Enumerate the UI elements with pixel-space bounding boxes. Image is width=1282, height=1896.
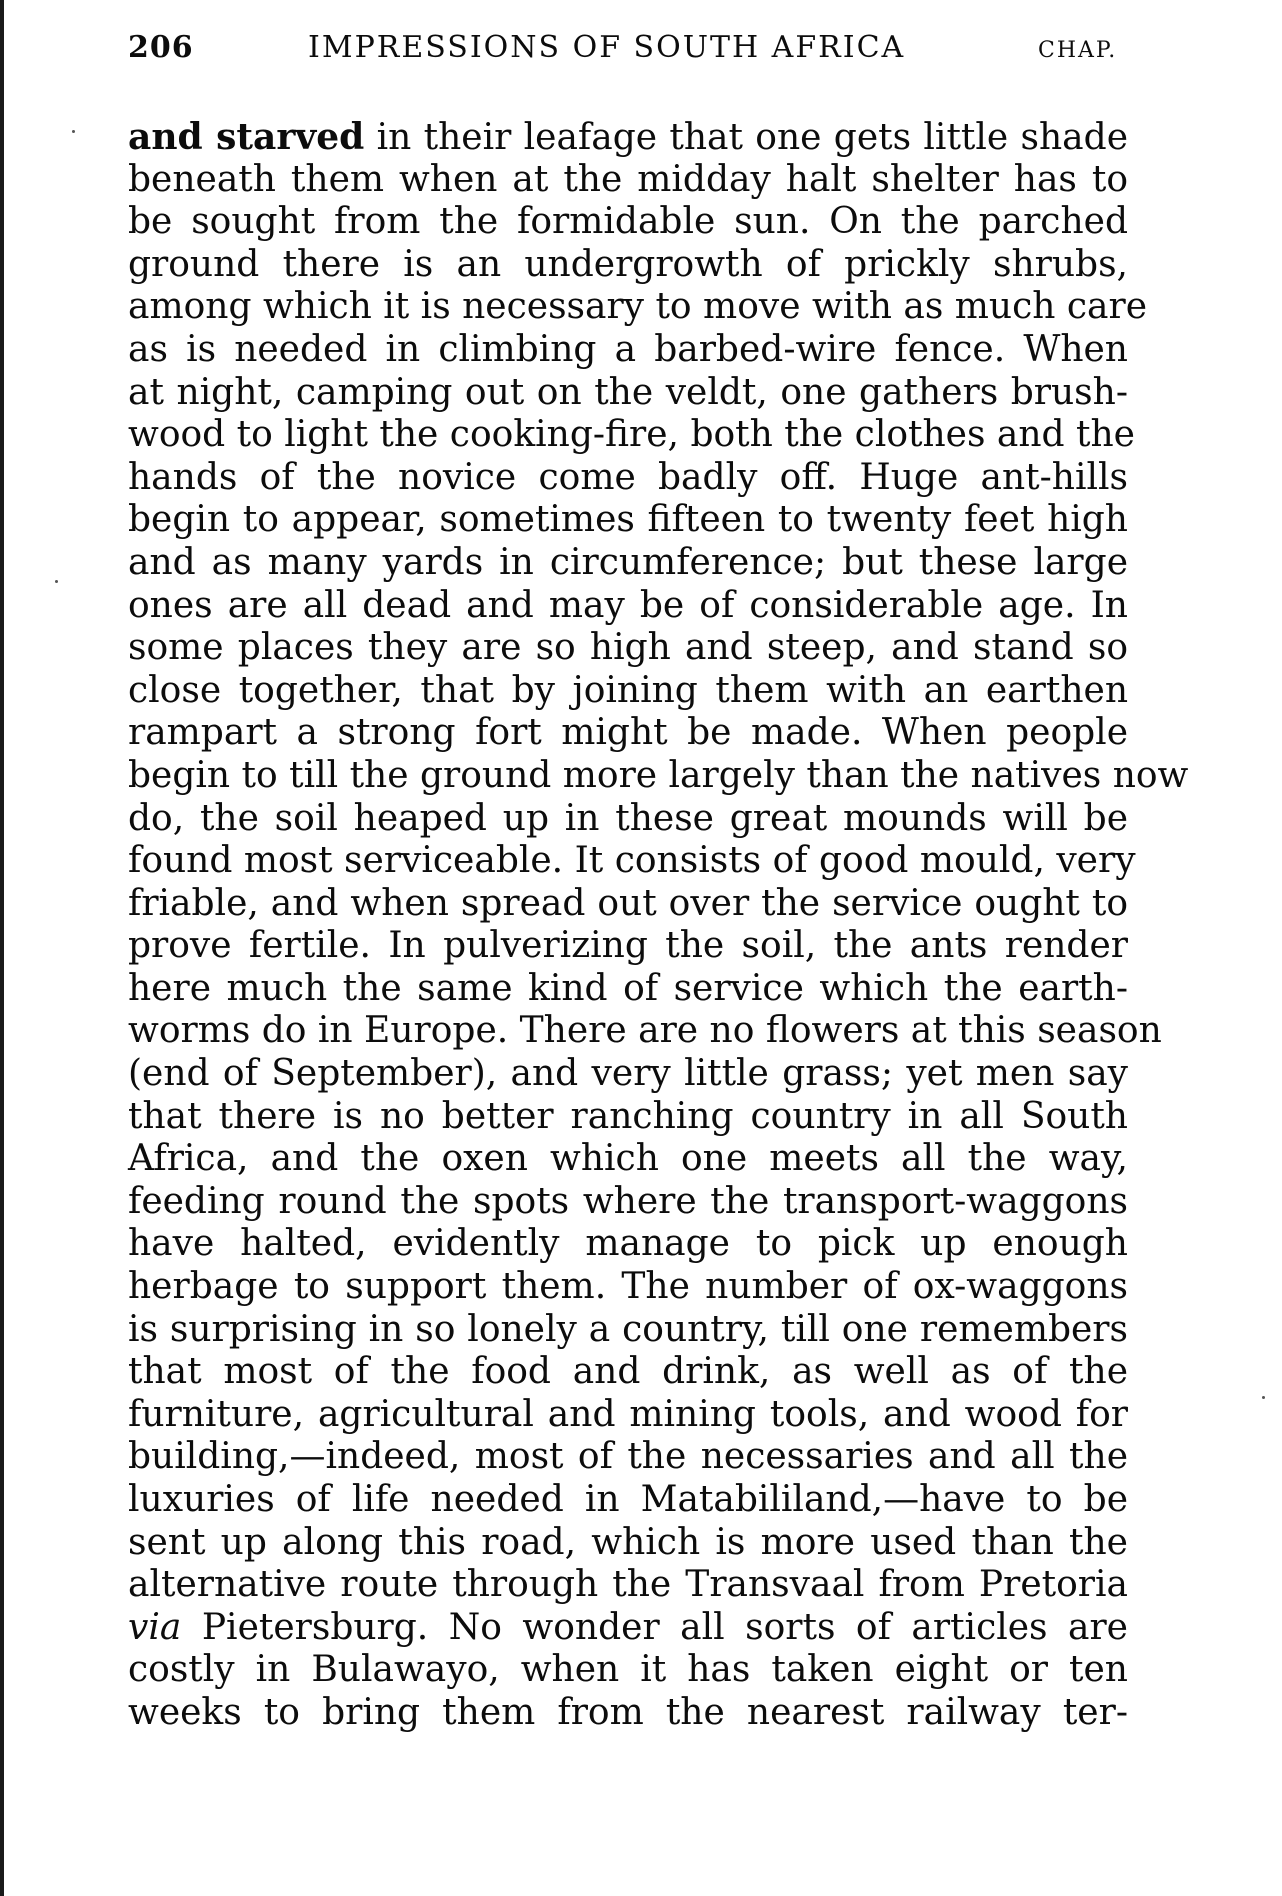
chapter-abbrev: CHAP.	[1038, 38, 1118, 63]
text-line: that there is no better ranching country in all South	[128, 1095, 1128, 1137]
text-line: Africa, and the oxen which one meets all the way,	[128, 1138, 1128, 1180]
text-line: ground there is an undergrowth of prickly shrubs,	[128, 243, 1128, 285]
text-line: begin to appear, sometimes fifteen to twenty feet high	[128, 499, 1128, 541]
text-line: some places they are so high and steep, and stand so	[128, 627, 1128, 669]
text-line: costly in Bulawayo, when it has taken eight or ten	[128, 1649, 1128, 1691]
text-line: alternative route through the Transvaal from Pretoria	[128, 1564, 1128, 1606]
text-line: feeding round the spots where the transport-waggons	[128, 1180, 1128, 1222]
text-line: (end of September), and very little grass; yet men say	[128, 1053, 1128, 1095]
text-line: rampart a strong fort might be made. When people	[128, 712, 1128, 754]
text-line: do, the soil heaped up in these great mounds will be	[128, 797, 1128, 839]
text-line: building,—indeed, most of the necessaries and all the	[128, 1436, 1128, 1478]
text-line: wood to light the cooking-fire, both the clothes and the	[128, 414, 1135, 456]
text-line: friable, and when spread out over the service ought to	[128, 882, 1128, 924]
text-line: that most of the food and drink, as well as of the	[128, 1351, 1128, 1393]
italic-via: via	[128, 1606, 182, 1648]
text-line: have halted, evidently manage to pick up enough	[128, 1223, 1128, 1265]
text-line: at night, camping out on the veldt, one gathers brush-	[128, 371, 1128, 413]
text-line: prove fertile. In pulverizing the soil, the ants render	[128, 925, 1128, 967]
text-line: as is needed in climbing a barbed-wire fence. When	[128, 328, 1128, 370]
text-line: close together, that by joining them with an earthen	[128, 669, 1128, 711]
text-line: beneath them when at the midday halt shelter has to	[128, 158, 1128, 200]
page-number: 206	[128, 30, 194, 65]
text-line: among which it is necessary to move with as much care	[128, 286, 1148, 328]
bold-lead-words: and starved	[128, 116, 365, 158]
text-line: is surprising in so lonely a country, till one remembers	[128, 1308, 1128, 1350]
text-line: weeks to bring them from the nearest railway ter-	[128, 1691, 1128, 1733]
body-text	[128, 116, 1189, 1735]
text-line: sent up along this road, which is more used than the	[128, 1521, 1128, 1563]
text-line: and starved in their leafage that one gets little shade	[128, 116, 1128, 158]
text-line: luxuries of life needed in Matabililand,—have to be	[128, 1479, 1128, 1520]
text-line: found most serviceable. It consists of good mould, very	[128, 840, 1136, 882]
text-line: begin to till the ground more largely than the natives now	[128, 754, 1189, 796]
text-line: worms do in Europe. There are no flowers at this season	[128, 1010, 1162, 1052]
text-line: hands of the novice come badly off. Huge ant-hills	[128, 456, 1128, 498]
text-line: be sought from the formidable sun. On the parched	[128, 201, 1128, 243]
text-line: here much the same kind of service which the earth-	[128, 967, 1128, 1009]
text-line: herbage to support them. The number of ox-waggons	[128, 1266, 1128, 1308]
text-line-via	[128, 1607, 1128, 1650]
running-title: IMPRESSIONS OF SOUTH AFRICA	[308, 30, 906, 65]
text-line: ones are all dead and may be of considerable age. In	[128, 584, 1128, 626]
via-line-rest: Pietersburg. No wonder all sorts of articles are	[201, 1606, 1128, 1648]
running-head	[128, 30, 1128, 80]
text-line: furniture, agricultural and mining tools, and wood for	[128, 1393, 1128, 1435]
text-line: and as many yards in circumference; but these large	[128, 541, 1128, 583]
